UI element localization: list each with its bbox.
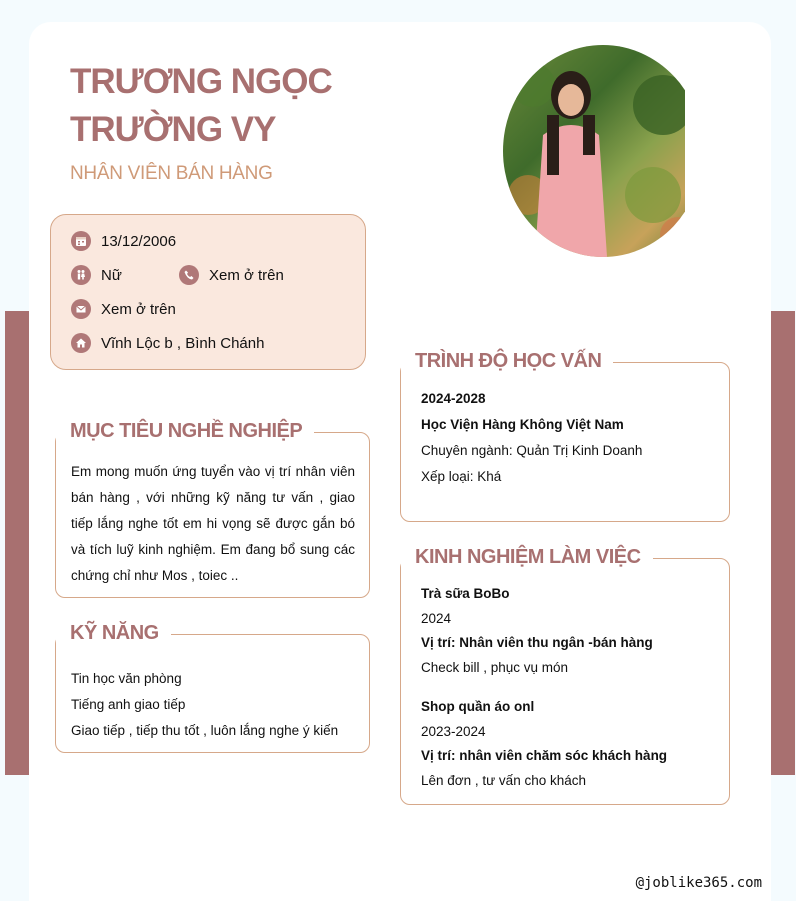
job-position: Vị trí: Nhân viên thu ngân -bán hàng: [421, 635, 653, 650]
experience-heading: KINH NGHIỆM LÀM VIỆC: [401, 546, 653, 569]
calendar-icon: [71, 231, 91, 251]
job-description: Check bill , phục vụ món: [421, 659, 569, 675]
objective-text: Em mong muốn ứng tuyển vào vị trí nhân viên bán hàng , với những kỹ năng tư vấn , giao tiếp lắng nghe tốt em hi vọng sẽ được gắn bó và tích luỹ kinh nghiệm. Em đang bổ sung các chứng chỉ như Mos , toiec ..: [71, 464, 355, 583]
skill-item: Tin học văn phòng: [71, 671, 182, 686]
skills-section: [55, 634, 370, 753]
home-icon: [71, 333, 91, 353]
education-heading: TRÌNH ĐỘ HỌC VẤN: [401, 350, 613, 373]
education-school: Học Viện Hàng Không Việt Nam: [421, 417, 624, 432]
job-title: NHÂN VIÊN BÁN HÀNG: [70, 163, 273, 184]
education-grade: Xếp loại: Khá: [421, 469, 502, 484]
objective-section: [55, 432, 370, 598]
education-major: Chuyên ngành: Quản Trị Kinh Doanh: [421, 443, 643, 458]
job-period: 2023-2024: [421, 723, 486, 739]
job-company: Trà sữa BoBo: [421, 586, 510, 601]
phone-row: [179, 265, 284, 285]
job-entry: [421, 582, 653, 680]
email-value: Xem ở trên: [101, 300, 176, 318]
birthday-row: [71, 231, 176, 251]
job-company: Shop quần áo onl: [421, 699, 535, 714]
gender-value: Nữ: [101, 266, 122, 284]
education-details: [421, 386, 642, 490]
gender-row: [71, 265, 122, 285]
watermark: @joblike365.com: [635, 875, 762, 891]
birthday-value: 13/12/2006: [101, 232, 177, 250]
email-row: [71, 299, 176, 319]
contact-info-box: [50, 214, 366, 370]
education-section: [400, 362, 730, 522]
job-position: Vị trí: nhân viên chăm sóc khách hàng: [421, 748, 668, 763]
email-icon: [71, 299, 91, 319]
address-row: [71, 333, 264, 353]
objective-heading: MỤC TIÊU NGHỀ NGHIỆP: [56, 420, 314, 443]
gender-icon: [71, 265, 91, 285]
experience-section: [400, 558, 730, 805]
job-period: 2024: [421, 610, 452, 626]
candidate-name: TRƯƠNG NGỌC TRƯỜNG VY: [70, 62, 332, 149]
job-entry: [421, 695, 667, 793]
education-period: 2024-2028: [421, 391, 486, 406]
job-description: Lên đơn , tư vấn cho khách: [421, 772, 586, 788]
profile-photo: [503, 45, 685, 257]
phone-value: Xem ở trên: [209, 266, 284, 284]
skills-list: [71, 666, 338, 744]
skill-item: Tiếng anh giao tiếp: [71, 697, 186, 712]
address-value: Vĩnh Lộc b , Bình Chánh: [101, 334, 265, 352]
skills-heading: KỸ NĂNG: [56, 622, 171, 645]
left-accent-bar: [5, 311, 29, 775]
right-accent-bar: [771, 311, 795, 775]
skill-item: Giao tiếp , tiếp thu tốt , luôn lắng nghe ý kiến: [71, 723, 339, 738]
phone-icon: [179, 265, 199, 285]
